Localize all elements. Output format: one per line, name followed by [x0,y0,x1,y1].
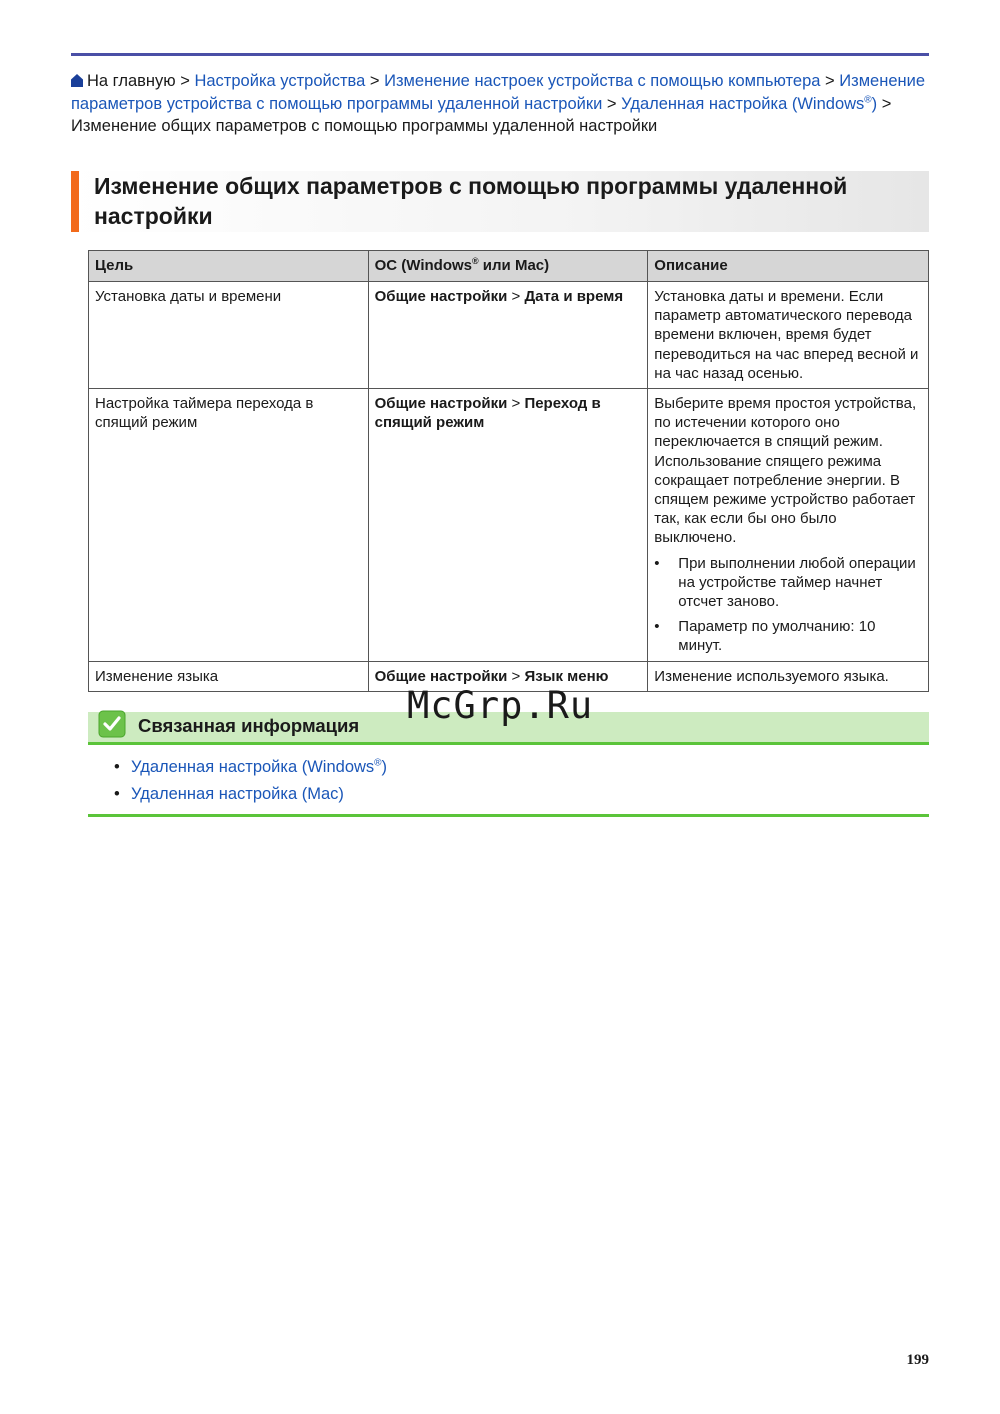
home-icon[interactable] [71,74,83,87]
cell-menu-path: Общие настройки > Язык меню [368,661,648,691]
cell-menu-path: Общие настройки > Дата и время [368,282,648,389]
breadcrumb [71,70,929,138]
breadcrumb-separator: > [180,72,190,90]
cell-goal: Изменение языка [89,661,369,691]
breadcrumb-link-device-setup[interactable]: Настройка устройства [194,72,366,90]
breadcrumb-home[interactable]: На главную [87,72,176,90]
cell-description: Установка даты и времени. Если параметр автоматического перевода времени включен, время будет переводиться на час вперед весной и на час назад осенью. [648,282,929,389]
list-item: • При выполнении любой операции на устройстве таймер начнет отсчет заново. [654,554,922,612]
list-item [114,781,387,808]
checkmark-icon [98,710,126,738]
breadcrumb-separator: > [881,94,892,113]
header-description: Описание [648,251,929,282]
related-info-title: Связанная информация [138,715,360,736]
breadcrumb-separator: > [606,94,617,113]
header-goal: Цель [89,251,369,282]
description-text: Выберите время простоя устройства, по истечении которого оно переключается в спящий режим. Использование спящего режима сокращает потребление энергии. В спящем режиме устройство работает так, как если бы оно было выключено. [654,395,917,547]
settings-table [88,250,929,692]
table-row [89,389,929,662]
cell-description [648,389,929,662]
breadcrumb-link-remote-setup-program[interactable]: Изменение параметров устройства с помощью программы удаленной настройки [71,72,926,113]
page-title-bar [71,171,929,232]
cell-menu-path: Общие настройки > Переход в спящий режим [368,389,648,662]
table-header-row [89,251,929,282]
watermark: McGrp.Ru [407,684,594,727]
related-link-remote-setup-mac[interactable]: Удаленная настройка (Mac) [131,785,344,803]
list-item: • Параметр по умолчанию: 10 минут. [654,617,922,655]
breadcrumb-separator: > [825,72,835,90]
cell-description: Изменение используемого языка. [648,661,929,691]
breadcrumb-separator: > [369,72,380,90]
related-link-remote-setup-windows[interactable]: Удаленная настройка (Windows®) [131,757,388,776]
top-rule [71,53,929,56]
breadcrumb-link-change-from-computer[interactable]: Изменение настроек устройства с помощью компьютера [384,72,821,90]
breadcrumb-link-remote-setup-windows[interactable]: Удаленная настройка (Windows®) [621,94,878,113]
page-number: 199 [906,1352,929,1368]
list-item [114,754,387,781]
header-os: ОС (Windows® или Mac) [368,251,648,282]
description-bullets [654,554,922,656]
related-links [114,754,387,808]
breadcrumb-current: Изменение общих параметров с помощью программы удаленной настройки [71,117,658,135]
title-accent [71,171,79,232]
table-row [89,282,929,389]
cell-goal: Установка даты и времени [89,282,369,389]
cell-goal: Настройка таймера перехода в спящий режим [89,389,369,662]
bottom-rule [88,814,929,817]
page-title: Изменение общих параметров с помощью программы удаленной настройки [94,173,848,229]
